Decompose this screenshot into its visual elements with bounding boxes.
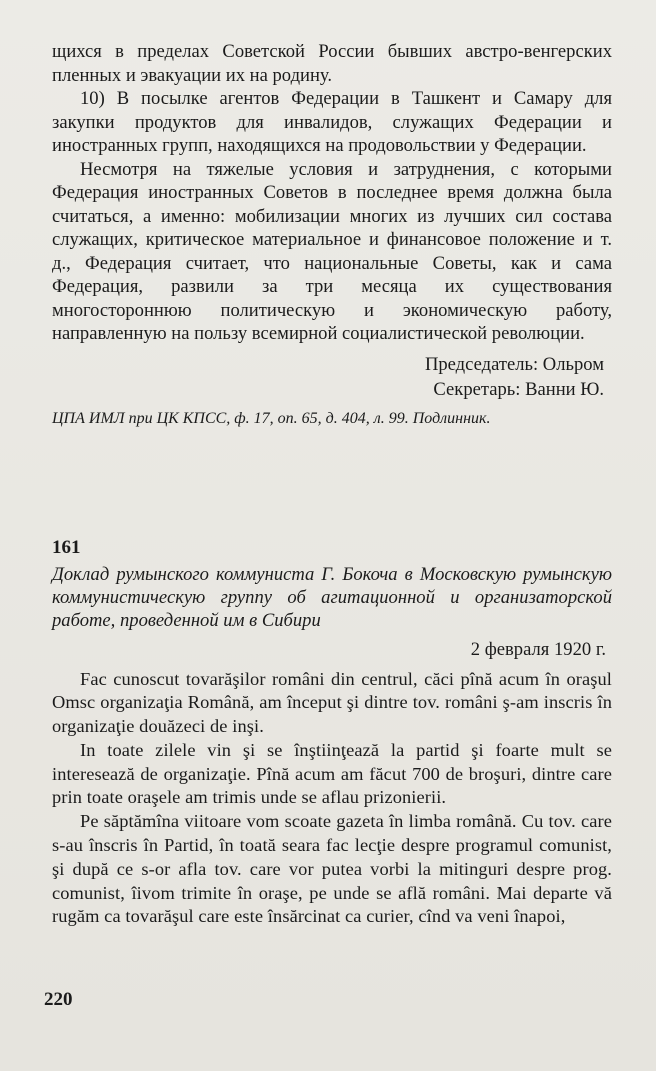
report-paragraph: In toate zilele vin şi se înştiinţează la partid şi foarte mult se interesează de organizaţie. Pînă acum am făcut 700 de broşuri, dintre care prin toate oraşele am trimis unde se aflau prizonierii.: [52, 739, 612, 808]
report-paragraph: Fac cunoscut tovarăşilor români din centrul, căci pînă acum în oraşul Omsc organizaţia Română, am început şi dintre tov. români ş-am inscris în organizaţie douăzeci de inşi.: [52, 668, 612, 737]
signature-secretary: Секретарь: Ванни Ю.: [433, 378, 604, 400]
paragraph-continuation: щихся в пределах Советской России бывших австро-венгерских пленных и эвакуации их на родину.: [52, 41, 612, 86]
document-title: Доклад румынского коммуниста Г. Бокоча в Московскую румынскую коммунистическую группу об агитационной и организаторской работе, проведенной им в Сибири: [52, 563, 612, 631]
signature-block: [52, 352, 612, 402]
archive-source-note: ЦПА ИМЛ при ЦК КПСС, ф. 17, оп. 65, д. 404, л. 99. Подлинник.: [52, 409, 491, 427]
document-date: 2 февраля 1920 г.: [470, 638, 606, 660]
page-number: 220: [44, 989, 73, 1010]
paragraph-item-10: 10) В посылке агентов Федерации в Ташкент и Самару для закупки продуктов для инвалидов, служащих Федерации и иностранных групп, находящихся на продовольствии у Федерации.: [52, 88, 612, 156]
signature-chairman: Председатель: Ольром: [424, 353, 604, 375]
page-content: [52, 40, 612, 929]
document-number: 161: [52, 536, 81, 558]
paragraph-conclusion: Несмотря на тяжелые условия и затруднения, с которыми Федерация иностранных Советов в последнее время должна была считаться, а именно: мобилизации многих из лучших сил состава служащих, критическое материальное и финансовое положение и т. д., Федерация считает, что национальные Советы, как и сама Федерация, развили за три месяца их существования многостороннюю политическую и экономическую работу, направленную на пользу всемирной социалистической революции.: [52, 158, 612, 344]
report-paragraph: Pe săptămîna viitoare vom scoate gazeta în limba română. Cu tov. care s-au înscris în Partid, în toată seara fac lecţie despre programul comunist, şi după ce s-or afla tov. care vor putea vorbi la mitinguri despre prog. comunist, îivom trimite în oraşe, pe unde se află români. Mai departe vă rugăm ca tovarăşul care este însărcinat ca curier, cînd va veni înapoi,: [52, 811, 612, 927]
